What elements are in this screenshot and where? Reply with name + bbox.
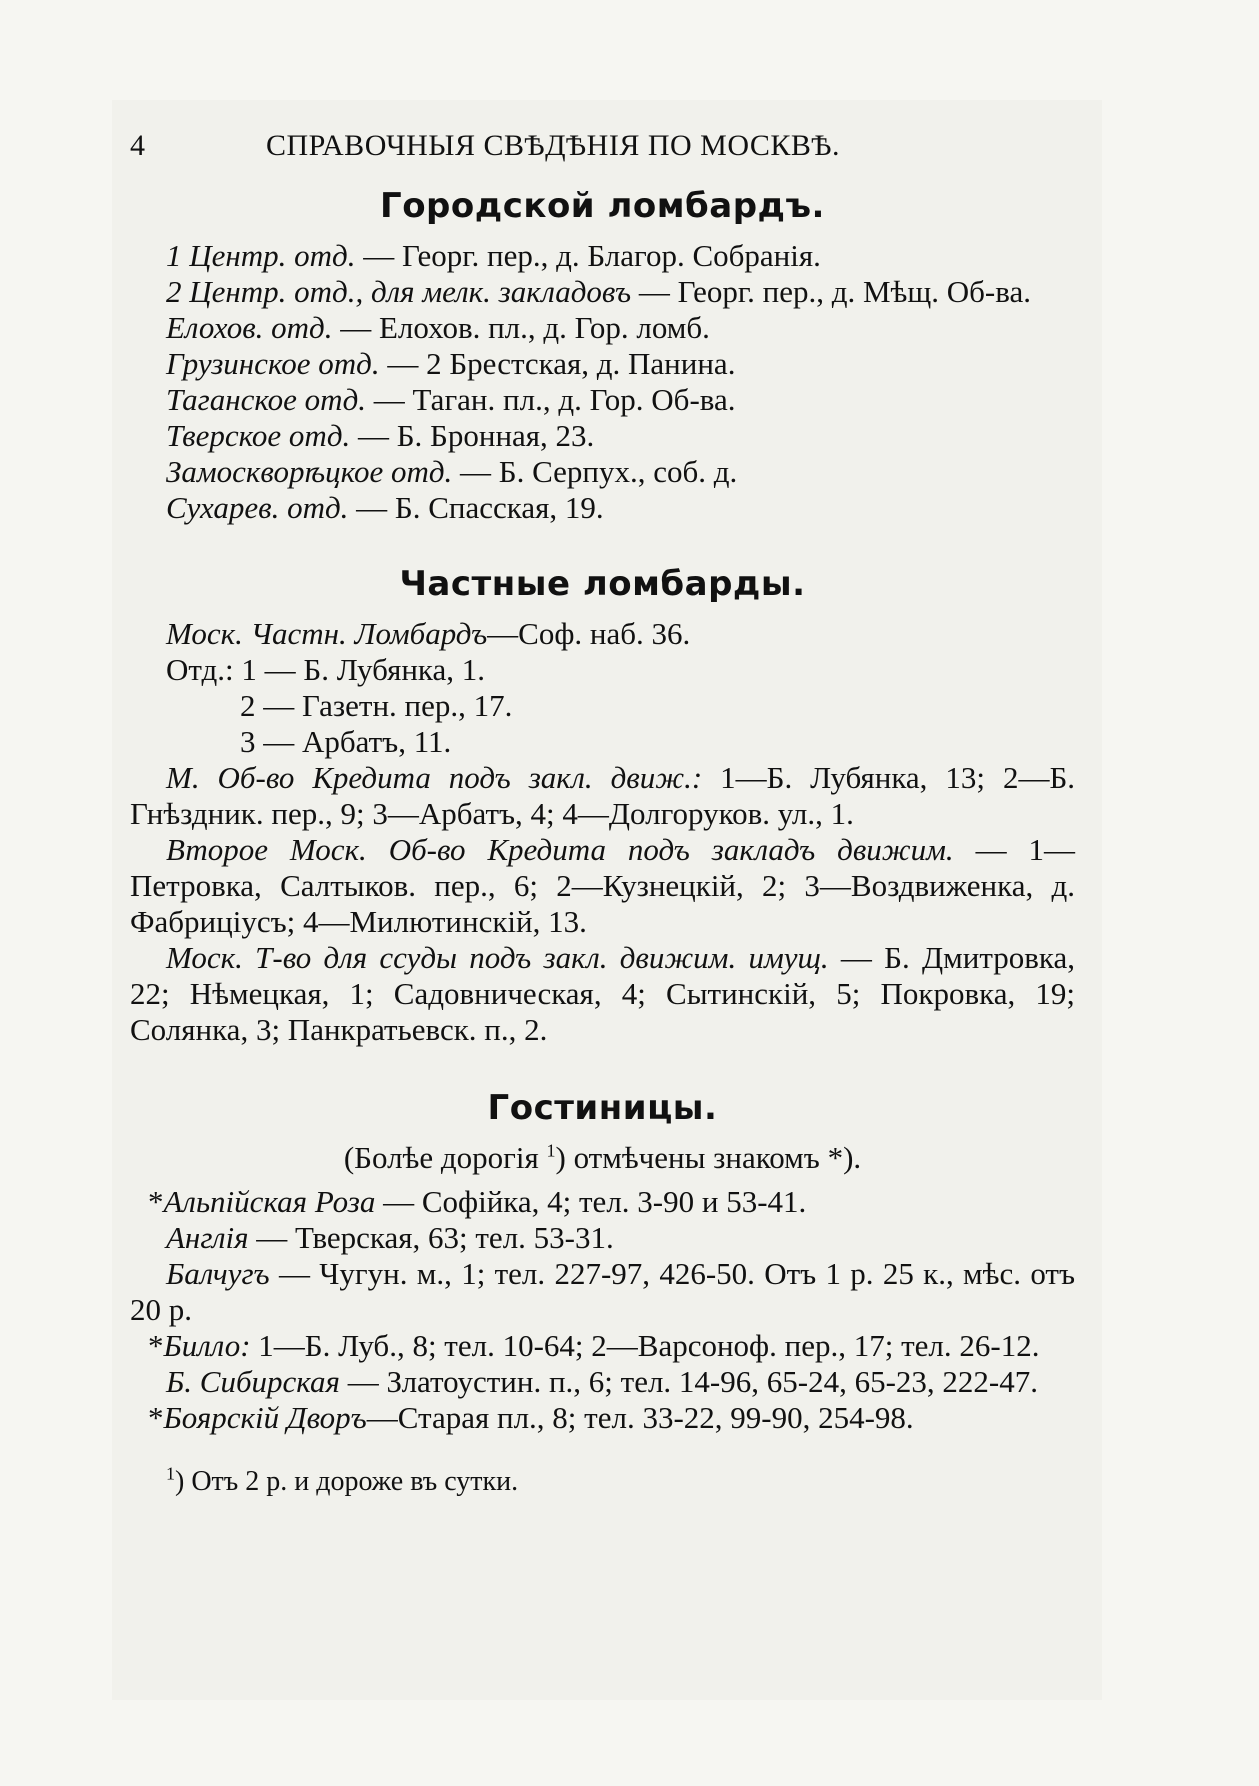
footnote: $^1$) Отъ 2 р. и дороже въ сутки. xyxy=(166,1463,519,1497)
paragraph: Моск. Т-во для ссуды подъ закл. движим. имущ. — Б. Дмитровка, 22; Нѣмецкая, 1; Садовническая, 4; Сытинскій, 5; Покровка, 19; Солянка, 3; Панкратьевск. п., 2. xyxy=(130,940,1075,1047)
list-item: Замоскворѣцкое отд. — Б. Серпух., соб. д. xyxy=(166,454,738,489)
paragraph: Второе Моск. Об-во Кредита подъ закладъ движим. — 1—Петровка, Салтыков. пер., 6; 2—Кузнецкій, 2; 3—Воздвиженка, д. Фабриціусъ; 4—Милютинскій, 13. xyxy=(130,832,1076,939)
list-item: Б. Сибирская — Златоустин. п., 6; тел. 14-96, 65-24, 65-23, 222-47. xyxy=(166,1364,1038,1399)
list-item: Сухарев. отд. — Б. Спасская, 19. xyxy=(166,490,604,525)
section-title-city-pawnshop: Городской ломбардъ. xyxy=(380,186,825,226)
page-content xyxy=(130,128,1075,1500)
running-title: СПРАВОЧНЫЯ СВѢДѢНІЯ ПО МОСКВѢ. xyxy=(266,129,841,162)
paragraph: М. Об-во Кредита подъ закл. движ.: 1—Б. Лубянка, 13; 2—Б. Гнѣздник. пер., 9; 3—Арбатъ, 4; 4—Долгоруков. ул., 1. xyxy=(130,760,1075,831)
list-item: Отд.: 1 — Б. Лубянка, 1. xyxy=(166,652,486,687)
list-item: Балчугъ — Чугун. м., 1; тел. 227-97, 426-50. Отъ 1 р. 25 к., мѣс. отъ 20 р. xyxy=(130,1256,1075,1327)
section-subtitle: (Болѣе дорогія $^1$) отмѣчены знакомъ *). xyxy=(343,1140,862,1175)
list-item: 3 — Арбатъ, 11. xyxy=(240,724,452,759)
list-item: Моск. Частн. Ломбардъ—Соф. наб. 36. xyxy=(166,616,691,651)
section-title-private-pawnshops: Частные ломбарды. xyxy=(399,564,806,604)
list-item: 2 — Газетн. пер., 17. xyxy=(240,688,513,723)
list-item: Грузинское отд. — 2 Брестская, д. Панина. xyxy=(166,346,736,381)
list-item: Англія — Тверская, 63; тел. 53-31. xyxy=(166,1220,614,1255)
list-item: Тверское отд. — Б. Бронная, 23. xyxy=(166,418,595,453)
section-title-hotels: Гостиницы. xyxy=(487,1088,718,1128)
running-head xyxy=(130,128,1075,178)
list-item: *Боярскій Дворъ—Старая пл., 8; тел. 33-22, 99-90, 254-98. xyxy=(148,1400,914,1435)
list-item: Елохов. отд. — Елохов. пл., д. Гор. ломб. xyxy=(166,310,710,345)
list-item: Таганское отд. — Таган. пл., д. Гор. Об-ва. xyxy=(166,382,736,417)
list-item: *Альпійская Роза — Софійка, 4; тел. 3-90 и 53-41. xyxy=(148,1184,807,1219)
page-number: 4 xyxy=(130,129,146,162)
list-item: 1 Центр. отд. — Георг. пер., д. Благор. Собранія. xyxy=(166,238,821,273)
list-item: *Билло: 1—Б. Луб., 8; тел. 10-64; 2—Варсоноф. пер., 17; тел. 26-12. xyxy=(148,1328,1040,1363)
list-item: 2 Центр. отд., для мелк. закладовъ — Георг. пер., д. Мѣщ. Об-ва. xyxy=(166,274,1031,309)
